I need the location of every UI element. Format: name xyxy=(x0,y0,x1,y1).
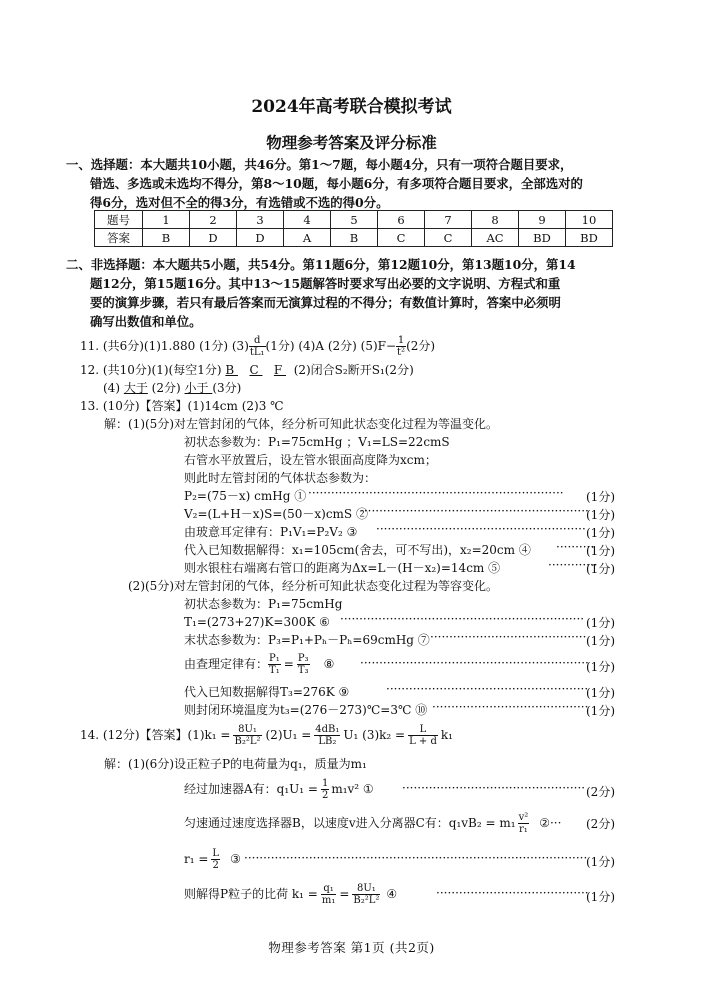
frac-num: L xyxy=(212,847,220,859)
q11-fraction xyxy=(249,335,266,358)
q14-s3-pre: 匀速通过速度选择器B，以速度v进入分离器C有：q₁vB₂ = m₁ xyxy=(184,816,516,830)
q12-pre: 12. (共10分)(1)(每空1分) xyxy=(80,363,222,377)
q14-step4 xyxy=(184,842,241,876)
section2-line3: 要的演算步骤，若只有最后答案而无演算过程的不得分；有数值计算时，答案中必须明 xyxy=(90,295,561,310)
frac-num: 4dB₁ xyxy=(315,723,340,735)
frac-den: tL₁ xyxy=(249,346,265,358)
fraction xyxy=(211,848,220,871)
q13-f4-post: ⑧ xyxy=(323,657,335,671)
fraction xyxy=(297,653,310,676)
table-cell: B xyxy=(331,229,378,247)
q13-line2: 初状态参数为：P₁=75cmHg ；V₁=LS=22cmS xyxy=(184,435,450,449)
table-cell: 2 xyxy=(190,211,237,229)
table-cell: 8 xyxy=(472,211,519,229)
q14-head xyxy=(80,718,453,752)
q13-line4: 则此时左管封闭的气体状态参数为： xyxy=(184,471,377,485)
score-mark: (1分) xyxy=(586,634,615,648)
fraction xyxy=(352,883,380,906)
table-cell: 10 xyxy=(566,211,613,229)
section1-line3: 得6分，选对但不全的得3分，有选错或不选的得0分。 xyxy=(90,195,389,210)
table-cell: BD xyxy=(566,229,613,247)
frac-den: B₂²L² xyxy=(353,894,380,906)
q14-s5-post: ④ xyxy=(386,887,398,901)
table-cell: C xyxy=(425,229,472,247)
score-mark: (1分) xyxy=(586,544,615,558)
score-mark: (2分) xyxy=(586,817,615,831)
frac-den: 2 xyxy=(212,859,219,871)
q13-line3: 右管水平放置后，设左管水银面高度降为xcm； xyxy=(184,453,437,467)
fraction xyxy=(268,653,281,676)
score-mark: (1分) xyxy=(586,508,615,522)
frac-num: q₁ xyxy=(321,883,337,895)
leader-dots: ···························································· xyxy=(360,656,589,670)
q14-s4-pre: r₁ = xyxy=(184,852,209,866)
q12-blank-3: F xyxy=(273,363,287,377)
section1-line1: 一、选择题：本大题共10小题，共46分。第1～7题，每小题4分，只有一项符合题目要求， xyxy=(66,157,573,172)
leader-dots: ········································· xyxy=(432,700,589,714)
score-mark: (1分) xyxy=(586,890,615,904)
score-mark: (1分) xyxy=(586,660,615,674)
q13-f4: 由查理定律有： $\frac{\text{P₁}}{\text{T₁}}$ = $\frac{\text{P₃}}{\text{T₃}}$ ⑧ xyxy=(184,652,335,676)
table-cell: 6 xyxy=(378,211,425,229)
frac-den: L + d xyxy=(409,735,437,747)
frac-num: d xyxy=(249,335,266,347)
q11-line xyxy=(80,332,435,360)
page-footer: 物理参考答案 第1页 (共2页) xyxy=(268,940,435,955)
q13-f4-pre: 由查理定律有： xyxy=(184,657,269,671)
frac-den: t² xyxy=(397,346,406,358)
q12-blank-2: C xyxy=(249,363,263,377)
fraction xyxy=(321,778,329,801)
q12-line2-post: (3分) xyxy=(212,381,242,395)
q14-step5: 则解得P粒子的比荷 k₁ = $\frac{\text{q₁}}{\text{m₁}}$ = $\frac{\text{8U₁}}{\text{B₂²L²}}$ ④ xyxy=(184,882,398,906)
score-mark: (1分) xyxy=(586,704,615,718)
frac-den: T₃ xyxy=(297,664,309,676)
table-cell: A xyxy=(284,229,331,247)
section2-line1: 二、非选择题：本大题共5小题，共54分。第11题6分，第12题10分，第13题10分，第14 xyxy=(66,257,576,272)
q13-eq4: 代入已知数据解得：x₁=105cm(舍去，可不写出)，x₂=20cm ④ xyxy=(184,543,531,557)
table-cell: D xyxy=(237,229,284,247)
table-cell: 3 xyxy=(237,211,284,229)
frac-den: LB₂ xyxy=(318,735,337,747)
leader-dots: ············· xyxy=(548,558,598,572)
q11-fraction2 xyxy=(396,335,406,358)
frac-num: 8U₁ xyxy=(233,724,261,736)
leader-dots: ································································ xyxy=(340,612,585,626)
q13-line1: 解：(1)(5分)对左管封闭的气体，经分析可知此状态变化过程为等温变化。 xyxy=(104,417,498,431)
q12-blank-5: 小于 xyxy=(184,381,213,395)
frac-den: r₁ xyxy=(519,823,528,835)
score-mark: (1分) xyxy=(586,686,615,700)
fraction xyxy=(314,724,340,747)
q13-f1: 初状态参数为：P₁=75cmHg xyxy=(184,597,343,611)
leader-dots: ·························································································· xyxy=(244,851,588,865)
leader-dots: ·········· xyxy=(556,540,595,554)
frac-den: T₁ xyxy=(269,664,280,676)
q13-f6: 则封闭环境温度为t₃=(276－273)℃=3℃ ⑩ xyxy=(184,703,428,717)
q14-s5-pre: 则解得P粒子的比荷 k₁ = xyxy=(184,887,318,901)
table-cell: C xyxy=(378,229,425,247)
q12-line2-mid: (2分) xyxy=(151,381,185,395)
q12-line2-pre: (4) xyxy=(103,381,120,395)
q11-mid: (1分) (4)A (2分) (5)F− xyxy=(265,339,397,353)
leader-dots: ········································ xyxy=(436,886,589,900)
frac-num: P₃ xyxy=(297,652,309,664)
q13-head: 13. (10分)【答案】(1)14cm (2)3 ℃ xyxy=(80,399,284,413)
leader-dots: ················································ xyxy=(402,781,586,795)
answer-table xyxy=(94,210,613,247)
q12-line2 xyxy=(103,380,241,396)
q14-s2-pre: 经过加速器A有：q₁U₁ = xyxy=(184,782,318,796)
leader-dots: ····················································· xyxy=(386,682,589,696)
q13-eq2: V₂=(L+H－x)S=(50－x)cmS ② xyxy=(184,507,368,521)
q12-blank-1: B xyxy=(225,363,238,377)
table-header-label: 题号 xyxy=(95,211,143,229)
table-answer-label: 答案 xyxy=(95,229,143,247)
q13-f3: 末状态参数为：P₃=P₁+Pₕ－Pₕ=69cmHg ⑦ xyxy=(184,633,430,647)
fraction xyxy=(518,812,530,835)
q14-head-pre: 14. (12分)【答案】(1)k₁ = xyxy=(80,728,231,742)
page-subtitle: 物理参考答案及评分标准 xyxy=(266,133,437,152)
frac-num: 1 xyxy=(321,777,329,789)
section1-line2: 错选、多选或未选均不得分，第8～10题，每小题6分，有多项符合题目要求，全部选对的 xyxy=(90,176,583,191)
frac-num: 8U₁ xyxy=(352,883,380,895)
table-cell: D xyxy=(190,229,237,247)
table-row xyxy=(95,229,613,247)
q14-step3 xyxy=(184,806,561,840)
score-mark: (1分) xyxy=(586,526,615,540)
q13-eq1: P₂=(75－x) cmHg ① xyxy=(184,489,307,503)
frac-den: m₁ xyxy=(321,894,336,906)
score-mark: (2分) xyxy=(586,785,615,799)
q11-pre: 11. (共6分)(1)1.880 (1分) (3) xyxy=(80,339,249,353)
q13-eq3: 由玻意耳定律有：P₁V₁=P₂V₂ ③ xyxy=(184,525,358,539)
score-mark: (1分) xyxy=(586,562,615,576)
fraction xyxy=(321,883,337,906)
table-cell: 7 xyxy=(425,211,472,229)
table-cell: 4 xyxy=(284,211,331,229)
fraction xyxy=(408,724,438,747)
q14-step1: 解：(1)(6分)设正粒子P的电荷量为q₁，质量为m₁ xyxy=(104,757,367,771)
page-title: 2024年高考联合模拟考试 xyxy=(251,97,452,117)
table-cell: 1 xyxy=(143,211,190,229)
section2-line2: 题12分，第15题16分。其中13～15题解答时要求写出必要的文字说明、方程式和重 xyxy=(90,276,561,291)
q13-f2: T₁=(273+27)K=300K ⑥ xyxy=(184,615,330,629)
score-mark: (1分) xyxy=(586,616,615,630)
q13-part2: (2)(5分)对左管封闭的气体，经分析可知此状态变化过程为等容变化。 xyxy=(128,579,498,593)
fraction xyxy=(233,724,261,747)
leader-dots: ······················································· xyxy=(376,522,586,536)
leader-dots: ···························································· xyxy=(360,504,589,518)
q13-eq5: 则水银柱右端离右管口的距离为Δx=L－(H－x₂)=14cm ⑤ xyxy=(184,561,501,575)
q12-line1 xyxy=(80,362,414,378)
frac-den: 2 xyxy=(321,789,329,801)
frac-num: v² xyxy=(518,811,529,823)
frac-num: 1 xyxy=(397,334,405,346)
score-mark: (1分) xyxy=(586,490,615,504)
q14-s2-post: m₁v² ① xyxy=(331,782,374,796)
leader-dots: ··································································· xyxy=(308,486,564,500)
frac-num: P₁ xyxy=(269,652,280,664)
leader-dots: ········································· xyxy=(430,630,587,644)
q14-s3-post: ②··· xyxy=(539,816,562,830)
section2-line4: 确写出数值和单位。 xyxy=(90,314,202,329)
table-cell: AC xyxy=(472,229,519,247)
q14-s4-post: ③ xyxy=(230,852,241,866)
q14-head-mid2: U₁ (3)k₂ = xyxy=(343,728,406,742)
q13-f5: 代入已知数据解得T₃=276K ⑨ xyxy=(184,685,350,699)
q14-step2 xyxy=(184,772,374,806)
q12-blank-4: 大于 xyxy=(123,381,148,395)
q14-head-mid1: (2)U₁ = xyxy=(265,728,312,742)
table-row xyxy=(95,211,613,229)
table-cell: BD xyxy=(519,229,566,247)
score-mark: (1分) xyxy=(586,855,615,869)
table-cell: 5 xyxy=(331,211,378,229)
q12-post: (2)闭合S₂断开S₁(2分) xyxy=(293,363,414,377)
table-cell: 9 xyxy=(519,211,566,229)
frac-den: B₂²L² xyxy=(234,735,261,747)
q11-post: (2分) xyxy=(406,339,436,353)
frac-num: L xyxy=(408,724,438,736)
q14-head-post: k₁ xyxy=(440,728,453,742)
table-cell: B xyxy=(143,229,190,247)
